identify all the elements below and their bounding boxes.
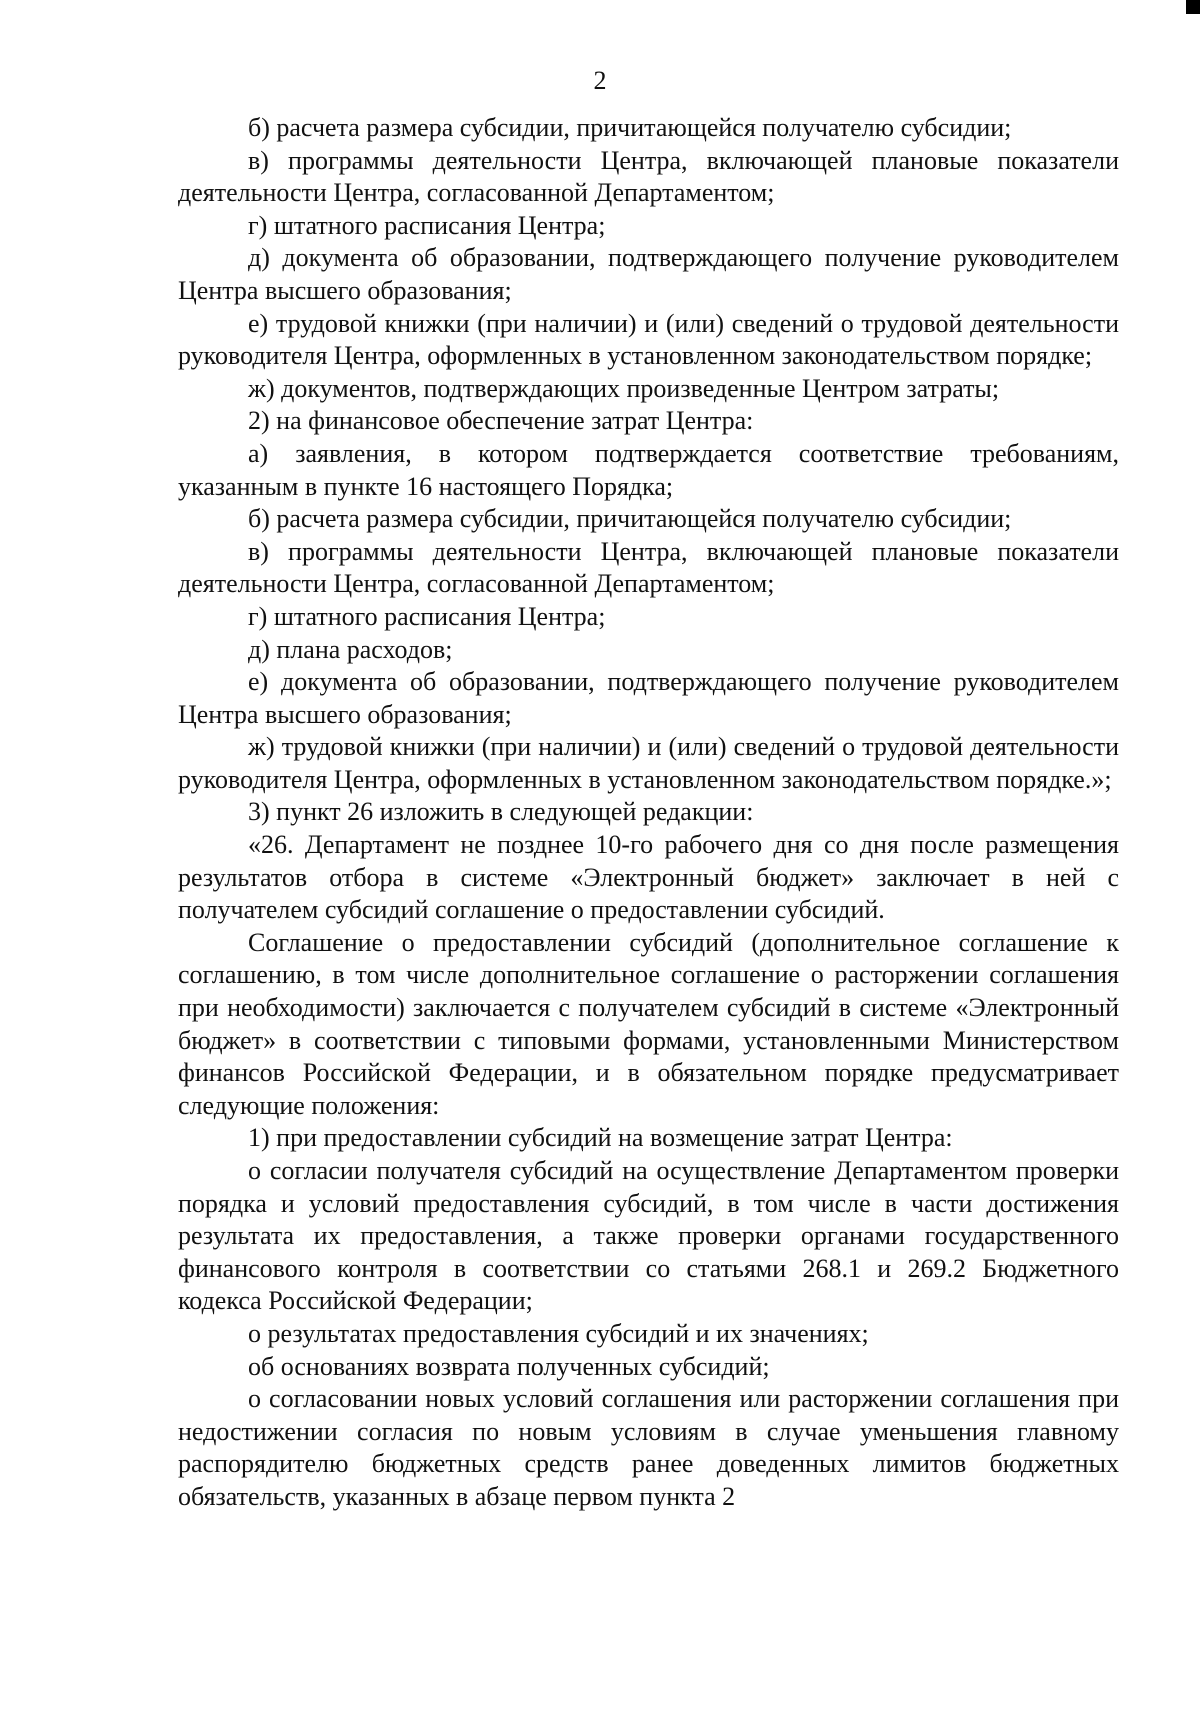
paragraph-consent-audit: о согласии получателя субсидий на осуществление Департаментом проверки порядка и условий предоставления субсидий, в том числе в части достижения результата их предоставления, а также проверки органами государственного финансового контроля в соответствии со статьями 268.1 и 269.2 Бюджетного кодекса Российской Федерации;	[178, 1156, 1119, 1316]
paragraph-v-program-2: в) программы деятельности Центра, включающей плановые показатели деятельности Центра, согласованной Департаментом;	[178, 536, 1119, 599]
paragraph-new-conditions: о согласовании новых условий соглашения или расторжении соглашения при недостижении согласия по новым условиям в случае уменьшения главному распорядителю бюджетных средств ранее доведенных лимитов бюджетных обязательств, указанных в абзаце первом пункта 2	[178, 1384, 1119, 1511]
paragraph-e-education-document: е) документа об образовании, подтверждающего получение руководителем Центра высшего образования;	[178, 667, 1119, 729]
paragraph-zh-employment-record: ж) трудовой книжки (при наличии) и (или) сведений о трудовой деятельности руководителя Центра, оформленных в установленном законодательством порядке.»;	[178, 732, 1119, 794]
paragraph-2-financial-support: 2) на финансовое обеспечение затрат Центра:	[248, 406, 754, 436]
paragraph-3-clause-26: 3) пункт 26 изложить в следующей редакции:	[248, 797, 754, 827]
paragraph-results: о результатах предоставления субсидий и их значениях;	[248, 1318, 869, 1348]
page-number: 2	[593, 66, 607, 95]
paragraph-agreement-terms: Соглашение о предоставлении субсидий (дополнительное соглашение к соглашению, в том числе дополнительное соглашение о расторжении соглашения при необходимости) заключается с получателем субсидий в системе «Электронный бюджет» в соответствии с типовыми формами, установленными Министерством финансов Российской Федерации, и в обязательном порядке предусматривает следующие положения:	[178, 927, 1119, 1120]
paragraph-v-program: в) программы деятельности Центра, включающей плановые показатели деятельности Центра, согласованной Департаментом;	[178, 145, 1119, 208]
paragraph-return-grounds: об основаниях возврата полученных субсидий;	[248, 1351, 770, 1381]
paragraph-clause-26-text: «26. Департамент не позднее 10-го рабочего дня со дня после размещения результатов отбора в системе «Электронный бюджет» заключает в ней с получателем субсидий соглашение о предоставлении субсидий.	[178, 830, 1119, 925]
document-body	[178, 112, 1119, 1514]
paragraph-d-expense-plan: д) плана расходов;	[248, 634, 453, 664]
paragraph-1-reimbursement: 1) при предоставлении субсидий на возмещение затрат Центра:	[248, 1123, 953, 1153]
paragraph-d-education-document: д) документа об образовании, подтверждающего получение руководителем Центра высшего образования;	[178, 243, 1119, 305]
paragraph-zh-expense-documents: ж) документов, подтверждающих произведенные Центром затраты;	[248, 373, 1000, 403]
paragraph-b-calculation: б) расчета размера субсидии, причитающейся получателю субсидии;	[248, 113, 1012, 142]
scan-corner-mark	[1186, 0, 1200, 14]
paragraph-g-staff-schedule-2: г) штатного расписания Центра;	[248, 601, 606, 631]
paragraph-b-calculation-2: б) расчета размера субсидии, причитающейся получателю субсидии;	[248, 504, 1012, 534]
paragraph-a-application: а) заявления, в котором подтверждается соответствие требованиям, указанным в пункте 16 настоящего Порядка;	[178, 438, 1119, 501]
paragraph-e-employment-record: е) трудовой книжки (при наличии) и (или) сведений о трудовой деятельности руководителя Центра, оформленных в установленном законодательством порядке;	[178, 308, 1119, 371]
paragraph-g-staff-schedule: г) штатного расписания Центра;	[248, 210, 606, 240]
